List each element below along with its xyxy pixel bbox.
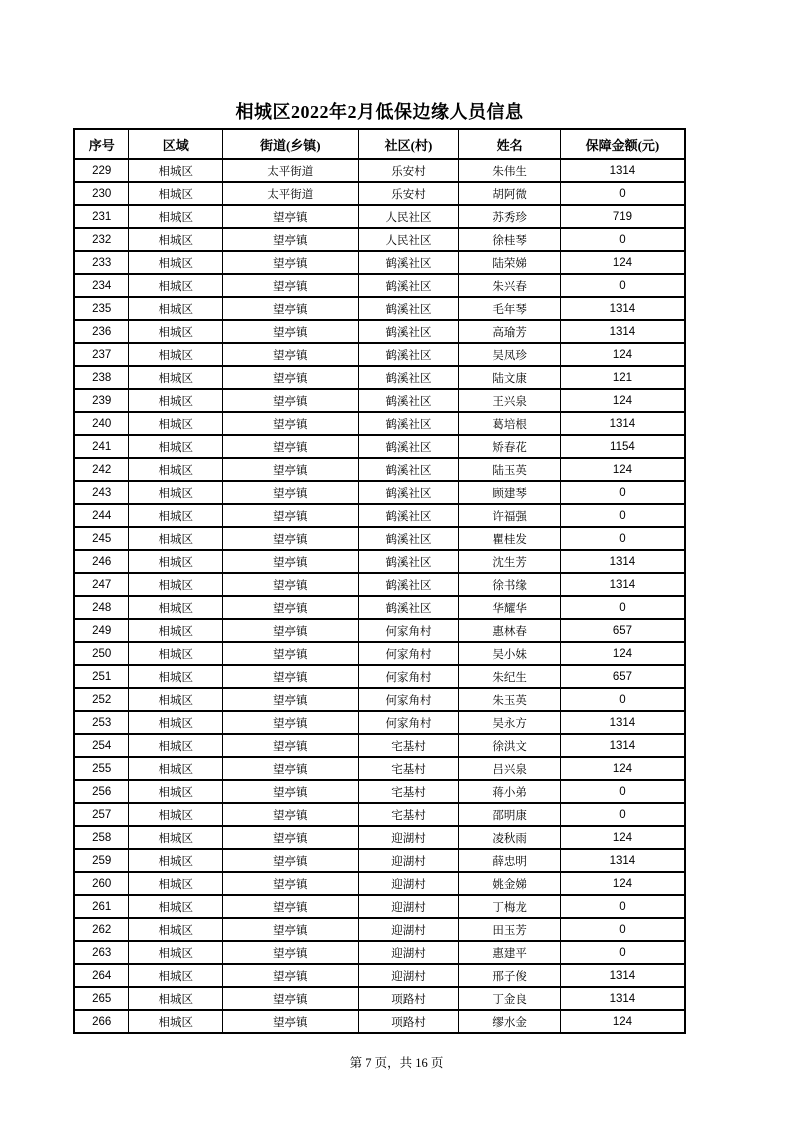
table-cell: 238 [74,366,129,389]
table-cell: 望亭镇 [222,527,358,550]
table-cell: 吕兴泉 [459,757,560,780]
table-cell: 望亭镇 [222,366,358,389]
table-cell: 257 [74,803,129,826]
table-cell: 230 [74,182,129,205]
table-row [74,1010,685,1033]
table-cell: 0 [560,527,685,550]
table-cell: 相城区 [129,481,222,504]
table-cell: 0 [560,895,685,918]
table-cell: 124 [560,458,685,481]
table-cell: 望亭镇 [222,504,358,527]
table-row [74,435,685,458]
column-header-5: 保障金额(元) [560,129,685,159]
table-cell: 244 [74,504,129,527]
table-row [74,527,685,550]
table-cell: 263 [74,941,129,964]
table-cell: 相城区 [129,366,222,389]
table-row [74,642,685,665]
table-cell: 1314 [560,849,685,872]
table-cell: 凌秋雨 [459,826,560,849]
table-cell: 许福强 [459,504,560,527]
table-cell: 240 [74,412,129,435]
table-row [74,987,685,1010]
table-cell: 望亭镇 [222,780,358,803]
table-cell: 丁梅龙 [459,895,560,918]
table-cell: 124 [560,826,685,849]
table-cell: 迎湖村 [358,872,459,895]
table-cell: 鹤溪社区 [358,458,459,481]
table-cell: 相城区 [129,458,222,481]
table-cell: 吴小妹 [459,642,560,665]
table-cell: 望亭镇 [222,389,358,412]
table-row [74,711,685,734]
table-row [74,550,685,573]
table-cell: 望亭镇 [222,826,358,849]
table-cell: 朱玉英 [459,688,560,711]
table-cell: 相城区 [129,550,222,573]
table-row [74,964,685,987]
table-cell: 相城区 [129,849,222,872]
table-cell: 1154 [560,435,685,458]
table-cell: 相城区 [129,159,222,182]
table-row [74,274,685,297]
table-cell: 惠林春 [459,619,560,642]
table-cell: 徐桂琴 [459,228,560,251]
table-cell: 何家角村 [358,642,459,665]
table-cell: 相城区 [129,642,222,665]
table-cell: 239 [74,389,129,412]
table-cell: 0 [560,780,685,803]
table-cell: 薛忠明 [459,849,560,872]
table-cell: 233 [74,251,129,274]
table-cell: 相城区 [129,826,222,849]
table-cell: 望亭镇 [222,665,358,688]
table-cell: 231 [74,205,129,228]
table-cell: 沈生芳 [459,550,560,573]
table-cell: 望亭镇 [222,573,358,596]
table-cell: 迎湖村 [358,895,459,918]
table-cell: 望亭镇 [222,274,358,297]
table-row [74,458,685,481]
table-cell: 邢子俊 [459,964,560,987]
table-cell: 1314 [560,412,685,435]
table-cell: 望亭镇 [222,1010,358,1033]
table-cell: 124 [560,872,685,895]
table-cell: 高瑜芳 [459,320,560,343]
table-cell: 毛年琴 [459,297,560,320]
table-cell: 项路村 [358,1010,459,1033]
table-row [74,826,685,849]
table-cell: 望亭镇 [222,320,358,343]
table-cell: 鹤溪社区 [358,596,459,619]
table-cell: 237 [74,343,129,366]
table-cell: 鹤溪社区 [358,343,459,366]
table-cell: 王兴泉 [459,389,560,412]
table-cell: 0 [560,481,685,504]
table-cell: 260 [74,872,129,895]
table-row [74,366,685,389]
table-cell: 陆玉英 [459,458,560,481]
table-cell: 相城区 [129,895,222,918]
table-cell: 望亭镇 [222,596,358,619]
table-cell: 236 [74,320,129,343]
table-cell: 鹤溪社区 [358,297,459,320]
table-cell: 相城区 [129,941,222,964]
table-cell: 鹤溪社区 [358,481,459,504]
table-cell: 宅基村 [358,734,459,757]
table-cell: 232 [74,228,129,251]
table-cell: 姚金娣 [459,872,560,895]
column-header-1: 区域 [129,129,222,159]
table-row [74,688,685,711]
table-cell: 264 [74,964,129,987]
table-cell: 0 [560,803,685,826]
table-cell: 望亭镇 [222,228,358,251]
table-cell: 望亭镇 [222,642,358,665]
table-cell: 相城区 [129,251,222,274]
table-cell: 121 [560,366,685,389]
table-row [74,803,685,826]
table-cell: 相城区 [129,435,222,458]
table-cell: 1314 [560,159,685,182]
table-row [74,573,685,596]
table-cell: 鹤溪社区 [358,550,459,573]
table-cell: 吴永方 [459,711,560,734]
table-cell: 鹤溪社区 [358,504,459,527]
table-cell: 253 [74,711,129,734]
table-cell: 朱纪生 [459,665,560,688]
table-cell: 望亭镇 [222,803,358,826]
table-cell: 1314 [560,550,685,573]
table-cell: 迎湖村 [358,826,459,849]
table-row [74,665,685,688]
table-cell: 234 [74,274,129,297]
table-cell: 葛培根 [459,412,560,435]
table-cell: 陆文康 [459,366,560,389]
table-cell: 人民社区 [358,228,459,251]
table-cell: 相城区 [129,527,222,550]
table-cell: 何家角村 [358,688,459,711]
benefits-table [73,128,686,1034]
table-row [74,159,685,182]
table-row [74,780,685,803]
table-cell: 相城区 [129,389,222,412]
table-cell: 望亭镇 [222,688,358,711]
table-cell: 鹤溪社区 [358,274,459,297]
table-cell: 望亭镇 [222,251,358,274]
table-cell: 124 [560,251,685,274]
table-cell: 266 [74,1010,129,1033]
table-cell: 望亭镇 [222,619,358,642]
table-cell: 望亭镇 [222,711,358,734]
table-row [74,895,685,918]
table-row [74,389,685,412]
table-cell: 惠建平 [459,941,560,964]
table-cell: 相城区 [129,320,222,343]
table-cell: 246 [74,550,129,573]
table-cell: 1314 [560,964,685,987]
table-cell: 相城区 [129,665,222,688]
table-cell: 相城区 [129,734,222,757]
table-cell: 望亭镇 [222,918,358,941]
table-cell: 相城区 [129,1010,222,1033]
table-body [74,159,685,1033]
table-cell: 何家角村 [358,665,459,688]
table-cell: 265 [74,987,129,1010]
table-cell: 0 [560,596,685,619]
table-cell: 235 [74,297,129,320]
table-cell: 田玉芳 [459,918,560,941]
table-cell: 相城区 [129,711,222,734]
table-cell: 相城区 [129,412,222,435]
table-cell: 657 [560,619,685,642]
column-header-4: 姓名 [459,129,560,159]
table-row [74,849,685,872]
table-cell: 缪水金 [459,1010,560,1033]
table-row [74,320,685,343]
table-cell: 相城区 [129,228,222,251]
table-cell: 鹤溪社区 [358,527,459,550]
table-cell: 261 [74,895,129,918]
table-cell: 蒋小弟 [459,780,560,803]
table-row [74,228,685,251]
table-cell: 迎湖村 [358,941,459,964]
table-cell: 鹤溪社区 [358,573,459,596]
table-cell: 朱兴春 [459,274,560,297]
table-cell: 1314 [560,734,685,757]
table-cell: 望亭镇 [222,435,358,458]
table-cell: 262 [74,918,129,941]
table-cell: 相城区 [129,757,222,780]
table-row [74,205,685,228]
table-cell: 太平街道 [222,159,358,182]
table-cell: 相城区 [129,918,222,941]
table-cell: 何家角村 [358,619,459,642]
table-cell: 相城区 [129,596,222,619]
table-row [74,412,685,435]
table-cell: 鹤溪社区 [358,320,459,343]
table-row [74,251,685,274]
table-cell: 相城区 [129,274,222,297]
table-cell: 望亭镇 [222,550,358,573]
table-cell: 鹤溪社区 [358,412,459,435]
table-cell: 宅基村 [358,757,459,780]
table-cell: 259 [74,849,129,872]
table-cell: 254 [74,734,129,757]
table-cell: 0 [560,274,685,297]
table-cell: 124 [560,389,685,412]
table-cell: 望亭镇 [222,757,358,780]
table-cell: 相城区 [129,297,222,320]
table-cell: 相城区 [129,987,222,1010]
table-cell: 249 [74,619,129,642]
table-row [74,596,685,619]
table-cell: 望亭镇 [222,481,358,504]
page-footer: 第 7 页，共 16 页 [349,1056,444,1070]
table-cell: 1314 [560,297,685,320]
table-cell: 1314 [560,711,685,734]
table-cell: 1314 [560,320,685,343]
table-cell: 望亭镇 [222,849,358,872]
table-cell: 相城区 [129,573,222,596]
table-cell: 吴凤珍 [459,343,560,366]
table-cell: 255 [74,757,129,780]
table-cell: 相城区 [129,964,222,987]
table-cell: 徐书缘 [459,573,560,596]
table-cell: 229 [74,159,129,182]
page-title: 相城区2022年2月低保边缘人员信息 [235,102,524,122]
table-cell: 256 [74,780,129,803]
table-cell: 相城区 [129,619,222,642]
table-cell: 华耀华 [459,596,560,619]
table-cell: 迎湖村 [358,964,459,987]
table-cell: 宅基村 [358,803,459,826]
table-row [74,182,685,205]
table-cell: 丁金良 [459,987,560,1010]
table-cell: 252 [74,688,129,711]
table-cell: 乐安村 [358,159,459,182]
table-cell: 124 [560,757,685,780]
table-cell: 迎湖村 [358,918,459,941]
table-cell: 242 [74,458,129,481]
table-cell: 相城区 [129,504,222,527]
table-cell: 陆荣娣 [459,251,560,274]
table-cell: 1314 [560,573,685,596]
table-row [74,918,685,941]
table-cell: 宅基村 [358,780,459,803]
table-cell: 望亭镇 [222,343,358,366]
table-cell: 124 [560,343,685,366]
table-cell: 鹤溪社区 [358,435,459,458]
table-cell: 相城区 [129,803,222,826]
table-cell: 719 [560,205,685,228]
column-header-3: 社区(村) [358,129,459,159]
table-cell: 鹤溪社区 [358,366,459,389]
table-row [74,481,685,504]
table-cell: 相城区 [129,343,222,366]
table-cell: 0 [560,182,685,205]
table-cell: 657 [560,665,685,688]
table-cell: 相城区 [129,780,222,803]
table-cell: 望亭镇 [222,987,358,1010]
table-row [74,297,685,320]
table-cell: 245 [74,527,129,550]
table-cell: 矫春花 [459,435,560,458]
table-cell: 望亭镇 [222,895,358,918]
table-cell: 苏秀珍 [459,205,560,228]
table-cell: 相城区 [129,872,222,895]
table-cell: 迎湖村 [358,849,459,872]
table-cell: 0 [560,918,685,941]
table-cell: 鹤溪社区 [358,251,459,274]
table-cell: 248 [74,596,129,619]
table-cell: 望亭镇 [222,941,358,964]
table-cell: 0 [560,941,685,964]
table-cell: 258 [74,826,129,849]
table-cell: 瞿桂发 [459,527,560,550]
table-row [74,619,685,642]
table-cell: 望亭镇 [222,458,358,481]
column-header-0: 序号 [74,129,129,159]
table-cell: 相城区 [129,182,222,205]
table-cell: 望亭镇 [222,964,358,987]
table-cell: 0 [560,228,685,251]
table-row [74,734,685,757]
table-cell: 0 [560,688,685,711]
table-row [74,941,685,964]
table-cell: 胡阿微 [459,182,560,205]
table-cell: 邵明康 [459,803,560,826]
table-cell: 乐安村 [358,182,459,205]
table-cell: 望亭镇 [222,205,358,228]
table-row [74,757,685,780]
column-header-2: 街道(乡镇) [222,129,358,159]
table-header-row [74,129,685,159]
table-cell: 247 [74,573,129,596]
table-cell: 望亭镇 [222,297,358,320]
table-row [74,872,685,895]
table-cell: 相城区 [129,688,222,711]
table-cell: 241 [74,435,129,458]
table-cell: 望亭镇 [222,734,358,757]
table-cell: 朱伟生 [459,159,560,182]
table-cell: 人民社区 [358,205,459,228]
table-cell: 124 [560,642,685,665]
table-cell: 243 [74,481,129,504]
table-cell: 0 [560,504,685,527]
table-cell: 相城区 [129,205,222,228]
table-row [74,343,685,366]
table-cell: 望亭镇 [222,412,358,435]
table-cell: 1314 [560,987,685,1010]
table-cell: 250 [74,642,129,665]
table-row [74,504,685,527]
table-cell: 项路村 [358,987,459,1010]
table-cell: 何家角村 [358,711,459,734]
table-cell: 徐洪文 [459,734,560,757]
table-cell: 鹤溪社区 [358,389,459,412]
table-cell: 124 [560,1010,685,1033]
table-cell: 顾建琴 [459,481,560,504]
table-cell: 251 [74,665,129,688]
table-cell: 太平街道 [222,182,358,205]
table-cell: 望亭镇 [222,872,358,895]
